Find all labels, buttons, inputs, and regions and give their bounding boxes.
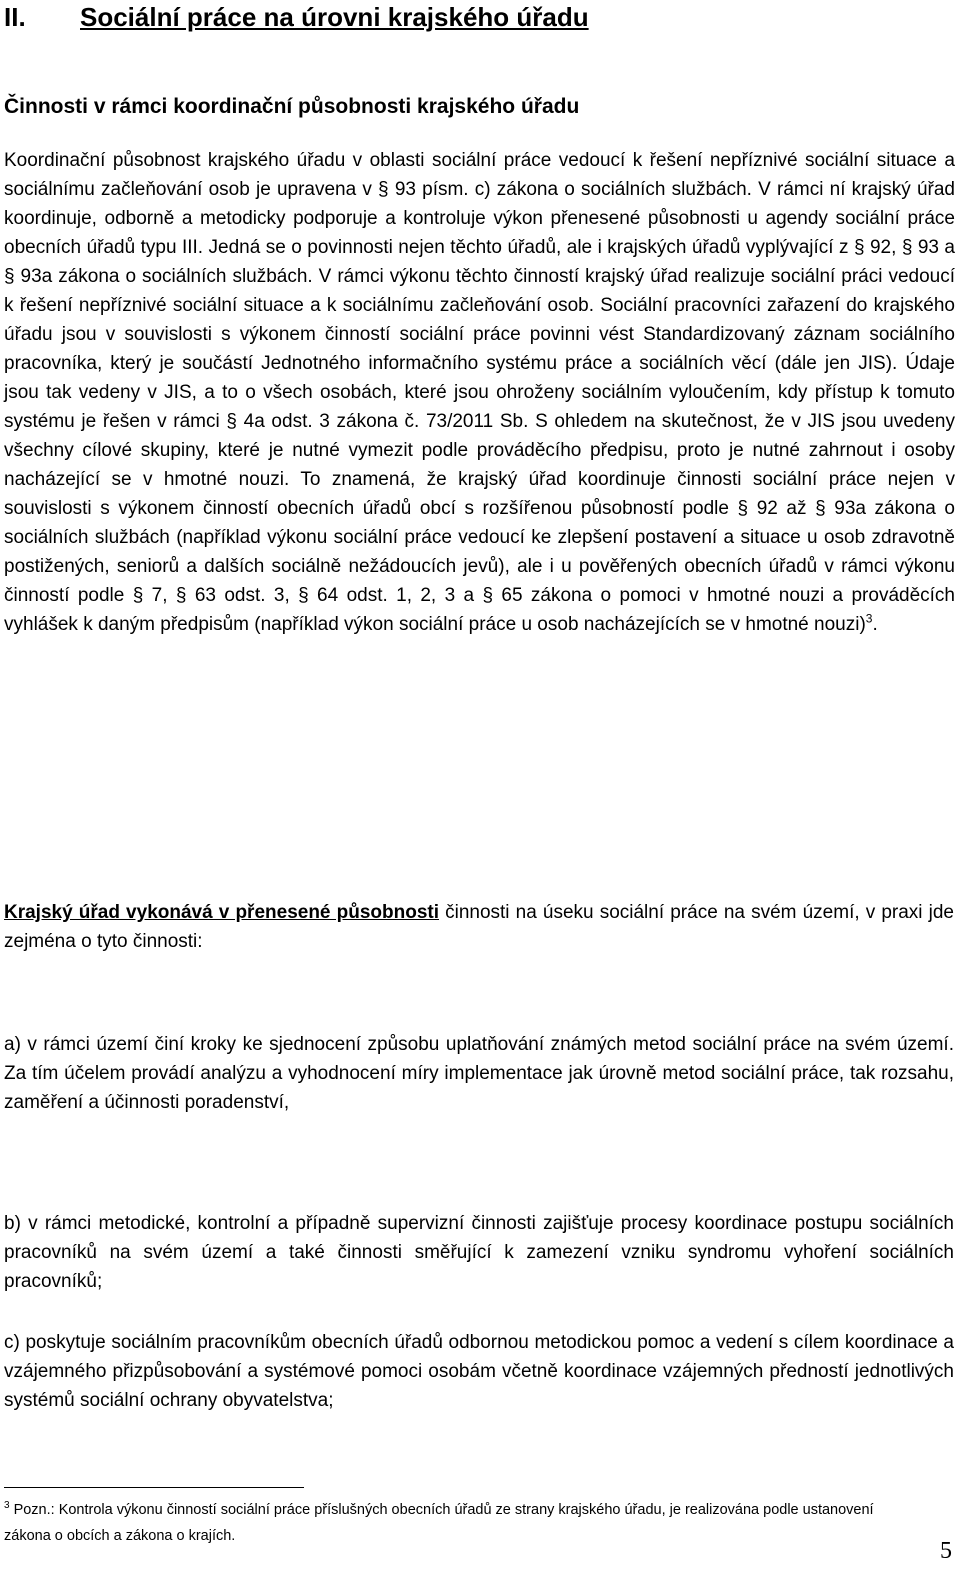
footnote-separator [4,1487,304,1488]
intro-end: . [872,614,878,635]
chapter-title: Sociální práce na úrovni krajského úřadu [80,2,589,32]
list-item-b: b) v rámci metodické, kontrolní a případně supervizní činnosti zajišťuje procesy koordinace postupu sociálních pracovníků na svém území a také činnosti směřující k zamezení vzniku syndromu vyhoření sociálních pracovníků; [4,1213,954,1292]
intro-paragraph [4,146,955,639]
footnote-mark: 3 [4,1500,10,1512]
chapter-heading [4,2,954,32]
footnote-reference[interactable]: 3 [865,611,873,626]
lead-paragraph [4,898,954,956]
page-number: 5 [940,1538,952,1564]
lead-emphasis: Krajský úřad vykonává v přenesené působnosti [4,902,439,923]
lead-text: činnosti na úseku sociální práce na svém území, v praxi jde zejména o tyto činnosti: [4,902,954,952]
chapter-number: II. [4,2,26,32]
section-heading: Činnosti v rámci koordinační působnosti krajského úřadu [4,95,580,118]
list-item-c: c) poskytuje sociálním pracovníkům obecních úřadů odbornou metodickou pomoc a vedení s cílem koordinace a vzájemného přizpůsobování a systémové pomoci osobám včetně koordinace vzájemných předností jednotlivých systémů sociální ochrany obyvatelstva; [4,1332,954,1411]
intro-text: Koordinační působnost krajského úřadu v oblasti sociální práce vedoucí k řešení nepříznivé sociální situace a sociálnímu začleňování osob je upravena v § 93 písm. c) zákona o sociálních službách. V rámci ní krajský úřad koordinuje, odborně a metodicky podporuje a kontroluje výkon přenesené působnosti u agendy sociální práce obecních úřadů typu III. Jedná se o povinnosti nejen těchto úřadů, ale i krajských úřadů vyplývající z § 92, § 93 a § 93a zákona o sociálních službách. V rámci výkonu těchto činností krajský úřad realizuje sociální práci vedoucí k řešení nepříznivé sociální situace a k sociálnímu začleňování osob. Sociální pracovníci zařazení do krajského úřadu jsou v souvislosti s výkonem činností sociální práce povinni vést Standardizovaný záznam sociálního pracovníka, který je součástí Jednotného informačního systému práce a sociálních věcí (dále jen JIS). Údaje jsou tak vedeny v JIS, a to o všech osobách, které jsou ohroženy sociálním vyloučením, kdy přístup k tomuto systému je řešen v rámci § 4a odst. 3 zákona č. 73/2011 Sb. S ohledem na skutečnost, že v JIS jsou uvedeny všechny cílové skupiny, které je nutné vymezit podle prováděcího předpisu, proto je nutné zahrnout i osoby nacházející se v hmotné nouzi. To znamená, že krajský úřad koordinuje činnosti sociální práce nejen v souvislosti s výkonem činností obecních úřadů obcí s rozšířenou působností podle § 92 až § 93a zákona o sociálních službách (například výkonu sociální práce vedoucí ke zlepšení postavení a situace u osob zdravotně postižených, seniorů a dalších sociálně nežádoucích jevů), ale i u pověřených obecních úřadů v rámci výkonu činností podle § 7, § 63 odst. 3, § 64 odst. 1, 2, 3 a § 65 zákona o pomoci v hmotné nouzi a prováděcích vyhlášek k daným předpisům (například výkon sociální práce u osob nacházejících se v hmotné nouzi) [4,150,955,635]
footnote-text: Pozn.: Kontrola výkonu činností sociální práce příslušných obecních úřadů ze strany krajského úřadu, je realizována podle ustanovení zákona o obcích a zákona o krajích. [4,1502,874,1544]
list-item-a: a) v rámci území činí kroky ke sjednocení způsobu uplatňování známých metod sociální práce na svém území. Za tím účelem provádí analýzu a vyhodnocení míry implementace jak úrovně metod sociální práce, tak rozsahu, zaměření a účinnosti poradenství, [4,1034,954,1113]
footnote [4,1497,904,1549]
